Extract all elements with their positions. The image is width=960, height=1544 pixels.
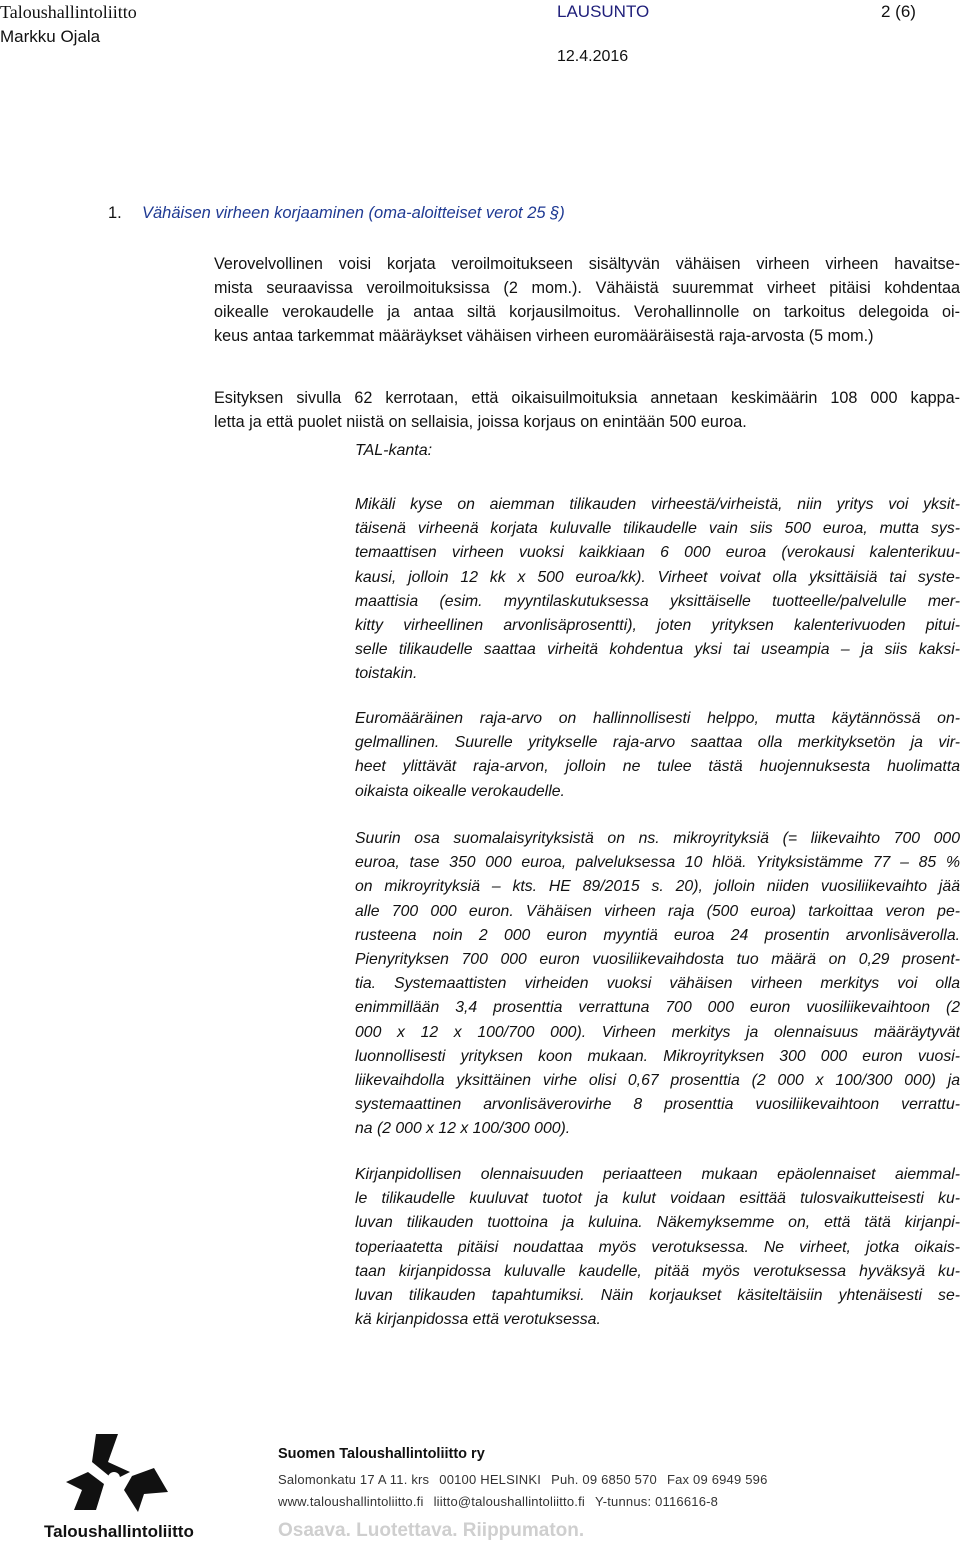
footer-slogan: Osaava. Luotettava. Riippumaton. — [278, 1520, 585, 1541]
text-line: Euromääräinen raja-arvo on hallinnollisesti helppo, mutta käytännössä on- — [355, 710, 960, 727]
paragraph-statistics — [214, 386, 960, 434]
footer-street: Salomonkatu 17 A 11. krs — [278, 1472, 430, 1487]
footer-phone: Puh. 09 6850 570 — [551, 1472, 657, 1487]
footer-contacts — [278, 1494, 718, 1509]
footer-website-link[interactable]: www.taloushallintoliitto.fi — [278, 1494, 424, 1509]
organization-logo-icon — [44, 1432, 206, 1514]
text-line: selle tilikaudelle saattaa virheitä kohdentua yksi tai useampia – ja siis kaksi- — [355, 641, 960, 659]
text-line: luvan tilikauden tapahtumiksi. Näin korjaukset käsiteltäisiin yhtenäisesti se- — [355, 1287, 960, 1305]
header-author: Markku Ojala — [0, 27, 101, 46]
text-line: oikealle verokaudelle ja antaa siltä korjausilmoitus. Verohallinnolle on tarkoitus delegoida oi- — [214, 303, 960, 321]
text-line: kitty virheellinen arvonlisäprosentti), joten yrityksen kalenterivuoden pitui- — [355, 617, 960, 635]
text-line: kausi, jolloin 12 kk x 500 euroa/kk). Virheet voivat olla yksittäisiä tai syste- — [355, 568, 960, 586]
text-line: kä kirjanpidossa että verotuksessa. — [355, 1311, 601, 1329]
paragraph-position-4 — [355, 1163, 960, 1332]
text-line: tia. Systemaattisten virheiden vuoksi vähäisen virheen merkitys voi olla — [355, 975, 960, 993]
text-line: taan kirjanpidossa kuluvalle kaudelle, pitää myös verotuksessa hyväksyä ku- — [355, 1262, 960, 1280]
paragraph-position-3 — [355, 827, 960, 1142]
text-line: alle 700 000 euron. Vähäisen virheen raja (500 euroa) tarkoittaa veron pe- — [355, 902, 960, 920]
text-line: temaattisen virheen vuoksi kaikkiaan 6 000 euroa (verokausi kalenterikuu- — [355, 544, 960, 562]
header-date: 12.4.2016 — [557, 48, 629, 65]
text-line: 000 x 12 x 100/700 000). Virheen merkitys ja olennaisuus määräytyvät — [355, 1023, 960, 1041]
text-line: Kirjanpidollisen olennaisuuden periaatteen mukaan epäolennaiset aiemmal- — [355, 1166, 960, 1183]
text-line: Pienyrityksen 700 000 euron vuosiliikevaihdosta tuo määrä on 0,29 prosent- — [355, 951, 960, 969]
footer-address — [278, 1472, 768, 1487]
text-line: heet ylittävät raja-arvon, jolloin ne tulee tästä huojennuksesta huolimatta — [355, 758, 960, 776]
text-line: toistakin. — [355, 665, 418, 683]
text-line: liikevaihdolla yksittäinen virhe olisi 0,67 prosenttia (2 000 x 100/300 000) ja — [355, 1072, 960, 1090]
text-line: täisenä virheenä korjata kuluvalle tilikaudelle vain siis 500 euroa, mutta sys- — [355, 520, 960, 538]
text-line: maattisia (esim. myyntilaskutuksessa yksittäiselle tuotteelle/palvelulle mer- — [355, 592, 960, 610]
text-line: gelmallinen. Suurelle yritykselle raja-arvo saattaa olla merkityksetön ja vir- — [355, 734, 960, 752]
text-line: Esityksen sivulla 62 kerrotaan, että oikaisuilmoituksia annetaan keskimäärin 108 000 kappa- — [214, 389, 960, 407]
logo-wordmark: Taloushallintoliitto — [44, 1522, 194, 1541]
text-line: Mikäli kyse on aiemman tilikauden virheestä/virheistä, niin yritys voi yksit- — [355, 496, 960, 513]
footer-organization: Suomen Taloushallintoliitto ry — [278, 1446, 485, 1462]
text-line: le tilikaudelle kuuluvat tuotot ja kulut voidaan esittää tulosvaikutteisesti ku- — [355, 1190, 960, 1208]
header-page-number: 2 (6) — [881, 2, 916, 21]
text-line: systemaattinen arvonlisäverovirhe 8 prosenttia vuosiliikevaihtoon verrattu- — [355, 1096, 960, 1114]
footer-postal: 00100 HELSINKI — [439, 1472, 542, 1487]
section-title: Vähäisen virheen korjaaminen (oma-aloitteiset verot 25 §) — [142, 204, 565, 222]
text-line: oikaista oikealle verokaudelle. — [355, 782, 565, 800]
paragraph-position-1 — [355, 493, 960, 687]
header-document-type: LAUSUNTO — [557, 2, 650, 21]
text-line: toperiaatetta pitäisi noudattaa myös verotuksessa. Ne virheet, jotka oikais- — [355, 1238, 960, 1256]
text-line: euroa, tase 350 000 euroa, palveluksessa 10 hlöä. Yrityksistämme 77 – 85 % — [355, 854, 960, 872]
text-line: luonnollisesti yrityksen koon mukaan. Mikroyrityksen 300 000 euron vuosi- — [355, 1047, 960, 1065]
position-label: TAL-kanta: — [355, 442, 433, 459]
section-heading — [108, 204, 565, 223]
footer-email-link[interactable]: liitto@taloushallintoliitto.fi — [433, 1494, 586, 1509]
section-number: 1. — [108, 204, 122, 222]
text-line: Suurin osa suomalaisyrityksistä on ns. mikroyrityksiä (= liikevaihto 700 000 — [355, 830, 960, 847]
text-line: Verovelvollinen voisi korjata veroilmoitukseen sisältyvän vähäisen virheen virheen havaitse- — [214, 255, 960, 273]
text-line: letta ja että puolet niistä on sellaisia, joissa korjaus on enintään 500 euroa. — [214, 413, 747, 431]
text-line: na (2 000 x 12 x 100/300 000). — [355, 1120, 571, 1138]
text-line: on mikroyrityksiä – kts. HE 89/2015 s. 20), jolloin niiden vuosiliikevaihto jää — [355, 878, 960, 896]
footer-business-id: Y-tunnus: 0116616-8 — [595, 1494, 719, 1509]
text-line: enimmillään 3,4 prosenttia verrattuna 700 000 euron vuosiliikevaihtoon (2 — [355, 999, 960, 1017]
footer-fax: Fax 09 6949 596 — [666, 1472, 768, 1487]
text-line: luvan tilikauden tuottoina ja kuluina. Näkemyksemme on, että tätä kirjanpi- — [355, 1214, 960, 1232]
text-line: rusteena noin 2 000 euron myyntiä euroa 24 prosentin arvonlisäverolla. — [355, 926, 960, 944]
text-line: keus antaa tarkemmat määräykset vähäisen virheen euromääräisestä raja-arvosta (5 mom.) — [214, 327, 874, 345]
header-organization: Taloushallintoliitto — [0, 2, 137, 22]
text-line: mista seuraavissa veroilmoituksissa (2 mom.). Vähäistä suuremmat virheet pitäisi kohdentaa — [214, 279, 960, 297]
paragraph-proposal — [214, 252, 960, 348]
paragraph-position-2 — [355, 707, 960, 804]
